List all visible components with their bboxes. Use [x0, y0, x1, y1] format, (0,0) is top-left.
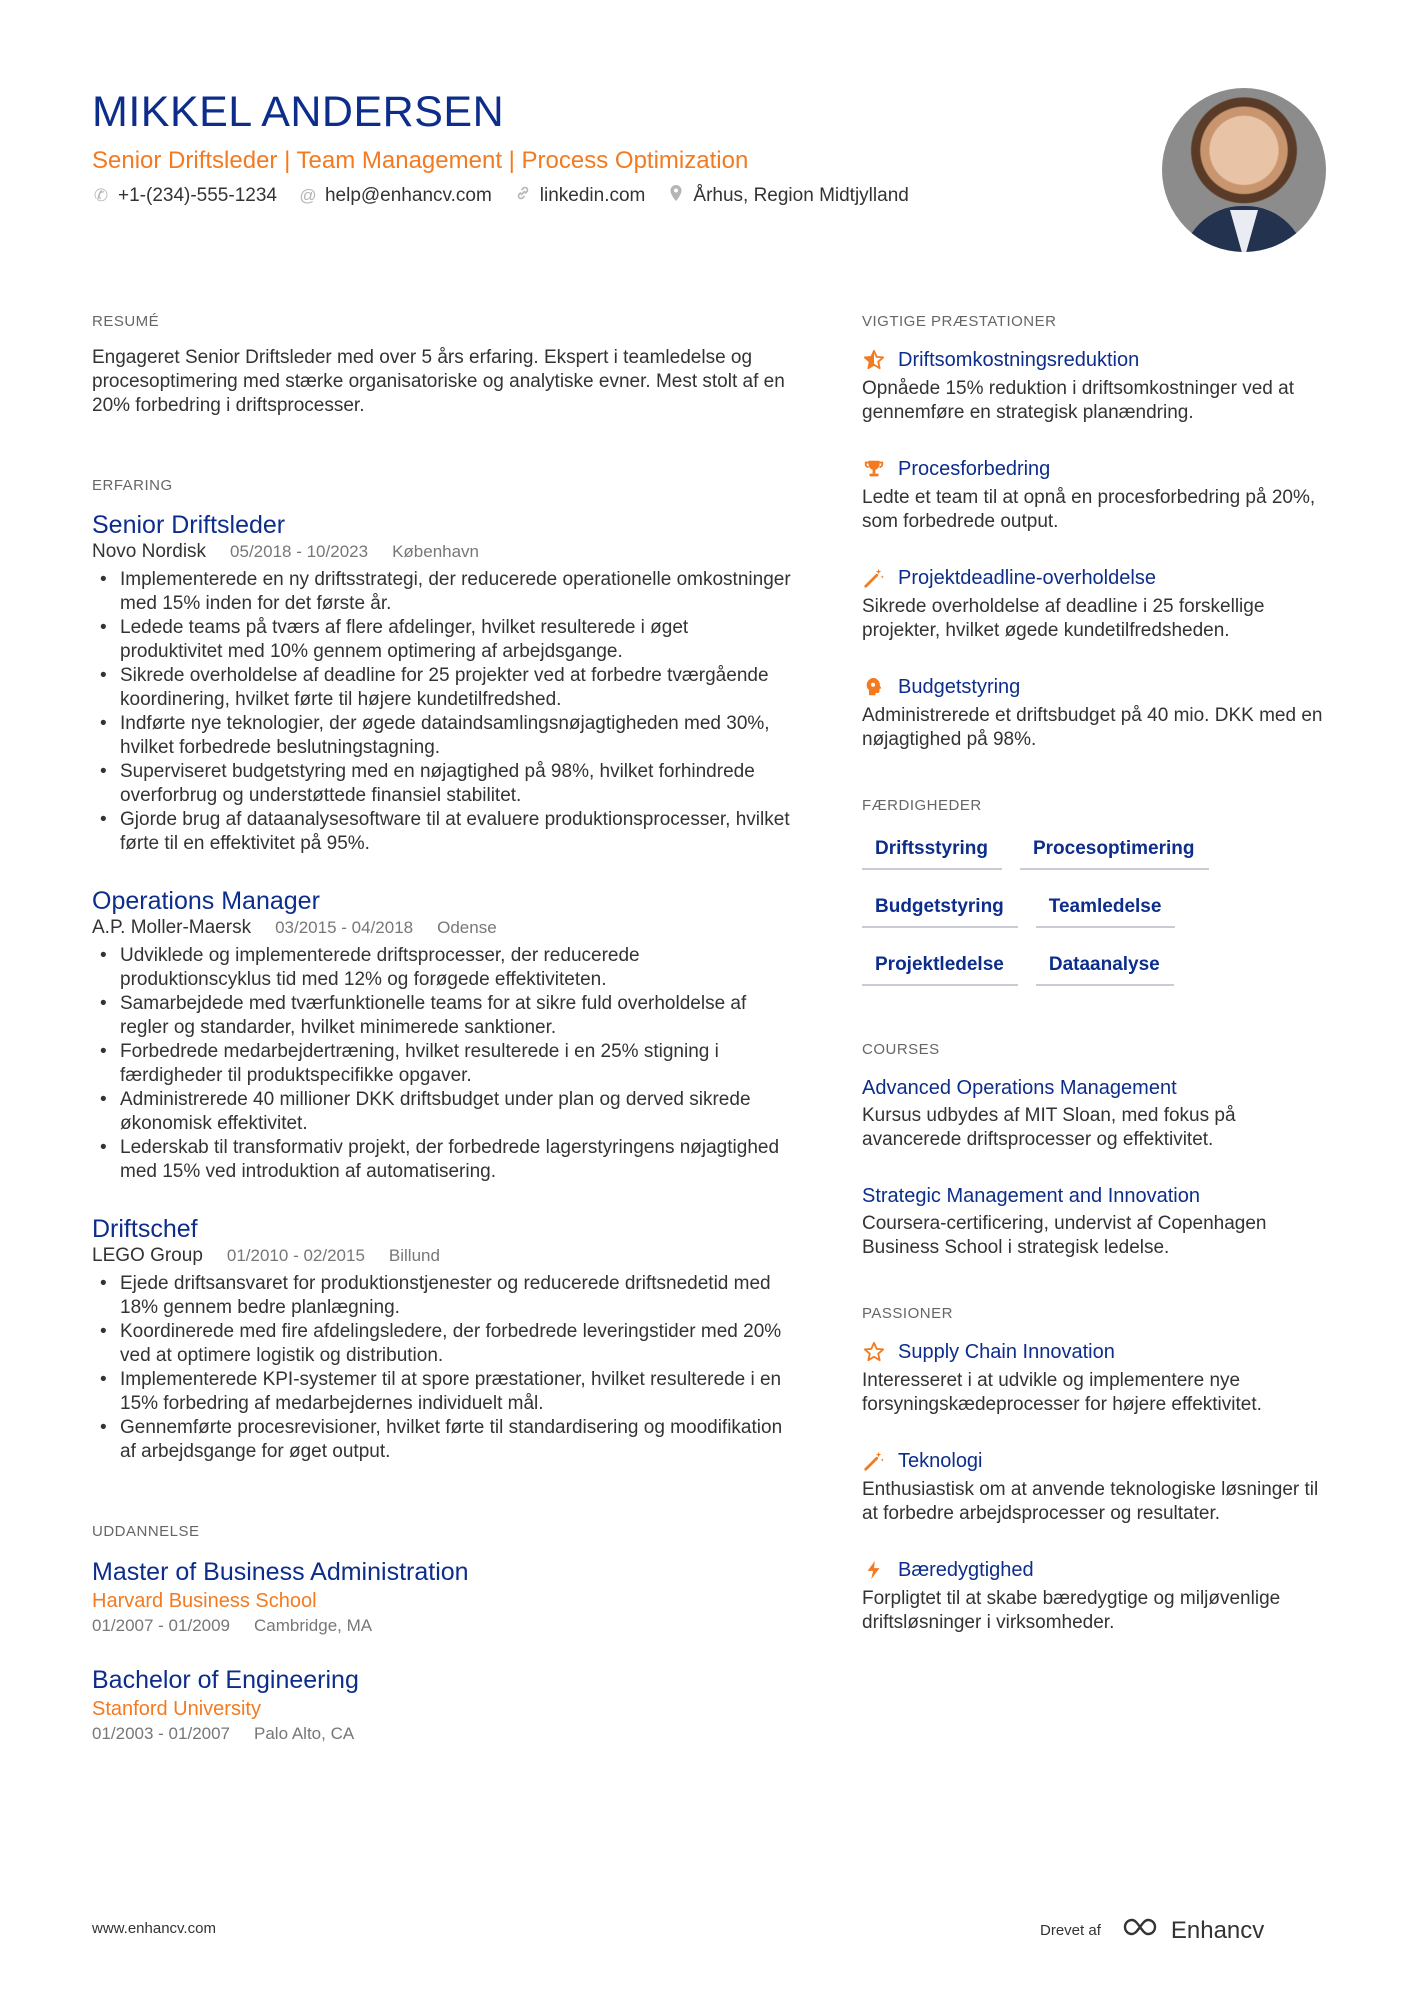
job-bullet: • Koordinerede med fire afdelingsledere, der forbedrede leveringstider med 20% ved at optimere logistik og distribution.	[92, 1320, 792, 1368]
job-dates: 01/2010 - 02/2015	[226, 1246, 365, 1265]
summary-text: Engageret Senior Driftsleder med over 5 års erfaring. Ekspert i teamledelse og procesoptimering med stærke organisatoriske og analytiske evner. Mest stolt af en 20% forbedring i driftsprocesser.	[92, 347, 785, 416]
passions-heading: PASSIONER	[862, 1305, 953, 1322]
brand-logo[interactable]	[1121, 1916, 1264, 1945]
education-school: Stanford University	[92, 1698, 261, 1720]
contact-phone	[92, 185, 277, 207]
skills-section	[862, 796, 1332, 986]
job-title: Driftschef	[92, 1215, 198, 1243]
at-sign-icon: @	[299, 185, 317, 205]
education-meta	[92, 1614, 792, 1638]
location-pin-icon	[667, 184, 685, 207]
course-item	[862, 1074, 1332, 1152]
job-bullet: • Udviklede og implementerede driftsprocesser, der reducerede produktionscyklus tid med 12% og forøgede effektiviteten.	[92, 944, 792, 992]
brain-icon	[862, 675, 886, 699]
job-meta	[92, 540, 792, 564]
job-meta	[92, 916, 792, 940]
education-location: Cambridge, MA	[254, 1616, 373, 1635]
courses-section	[862, 1040, 1332, 1260]
infinity-logo-icon	[1121, 1916, 1165, 1945]
contact-row	[92, 184, 1142, 207]
experience-heading: ERFARING	[92, 477, 173, 494]
passion-item	[862, 1556, 1332, 1635]
candidate-name: MIKKEL ANDERSEN	[92, 88, 505, 136]
passion-title: Supply Chain Innovation	[898, 1341, 1115, 1363]
job-dates: 05/2018 - 10/2023	[230, 542, 369, 561]
job-bullet: • Forbedrede medarbejdertræning, hvilket resulterede i en 25% stigning i færdigheder til produktspecifikke opgaver.	[92, 1040, 792, 1088]
achievement-title: Procesforbedring	[898, 458, 1051, 480]
education-dates: 01/2003 - 01/2007	[92, 1724, 231, 1743]
job-bullet: • Ejede driftsansvaret for produktionstjenester og reducerede driftsnedetid med 18% gennem bedre planlægning.	[92, 1272, 792, 1320]
achievement-desc: Opnåede 15% reduktion i driftsomkostninger ved at gennemføre en strategisk planændring.	[862, 378, 1294, 423]
job-title: Operations Manager	[92, 887, 320, 915]
passion-title: Teknologi	[898, 1450, 983, 1472]
job-company: LEGO Group	[92, 1245, 203, 1266]
magic-wand-icon	[862, 566, 886, 590]
education-degree: Bachelor of Engineering	[92, 1666, 359, 1694]
resume-header	[92, 86, 1142, 207]
job-entry	[92, 1214, 792, 1464]
job-bullets	[92, 944, 792, 1184]
location-text: Århus, Region Midtjylland	[693, 184, 909, 206]
left-column	[92, 312, 792, 1772]
job-bullets	[92, 1272, 792, 1464]
education-location: Palo Alto, CA	[254, 1724, 355, 1743]
achievement-desc: Sikrede overholdelse af deadline i 25 forskellige projekter, hvilket øgede kundetilfredsheden.	[862, 596, 1265, 641]
skill-tag: Procesoptimering	[1020, 830, 1209, 870]
achievement-item	[862, 564, 1332, 643]
job-location: København	[392, 542, 480, 561]
passion-desc: Enthusiastisk om at anvende teknologiske løsninger til at forbedre arbejdsprocesser og resultater.	[862, 1479, 1319, 1524]
linkedin-text[interactable]: linkedin.com	[539, 184, 646, 206]
trophy-icon	[862, 457, 886, 481]
education-heading: UDDANNELSE	[92, 1523, 200, 1540]
email-text[interactable]: help@enhancv.com	[324, 184, 492, 206]
course-item	[862, 1182, 1332, 1260]
job-meta	[92, 1244, 792, 1268]
passion-desc: Interesseret i at udvikle og implementere nye forsyningskædeprocesser for højere effektivitet.	[862, 1370, 1262, 1415]
course-desc: Coursera-certificering, undervist af Copenhagen Business School i strategisk ledelse.	[862, 1213, 1267, 1258]
candidate-headline: Senior Driftsleder | Team Management | Process Optimization	[92, 147, 749, 174]
contact-email[interactable]	[299, 185, 492, 207]
education-dates: 01/2007 - 01/2009	[92, 1616, 231, 1635]
skills-heading: FÆRDIGHEDER	[862, 797, 982, 814]
job-bullet: • Gjorde brug af dataanalysesoftware til at evaluere produktionsprocesser, hvilket førte til en effektivitet på 95%.	[92, 808, 792, 856]
phone-icon: ✆	[93, 185, 109, 205]
skills-list	[862, 830, 1332, 986]
passion-title: Bæredygtighed	[898, 1559, 1034, 1581]
job-dates: 03/2015 - 04/2018	[275, 918, 414, 937]
job-bullet: • Samarbejdede med tværfunktionelle teams for at sikre fuld overholdelse af regler og standarder, hvilket minimerede sanktioner.	[92, 992, 792, 1040]
star-half-icon	[862, 348, 886, 372]
skill-tag: Projektledelse	[862, 946, 1018, 986]
passion-item	[862, 1338, 1332, 1417]
achievement-item	[862, 346, 1332, 425]
skill-tag: Teamledelse	[1036, 888, 1176, 928]
summary-section	[92, 312, 792, 418]
job-bullet: • Indførte nye teknologier, der øgede dataindsamlingsnøjagtigheden med 30%, hvilket forbedrede beslutningstagning.	[92, 712, 792, 760]
achievements-section	[862, 312, 1332, 752]
contact-linkedin[interactable]	[514, 185, 646, 207]
course-title: Strategic Management and Innovation	[862, 1185, 1200, 1207]
right-column	[862, 312, 1332, 1665]
education-meta	[92, 1722, 792, 1746]
brand-name: Enhancv	[1170, 1916, 1265, 1944]
education-section	[92, 1522, 792, 1746]
contact-location	[667, 184, 908, 207]
job-bullet: • Administrerede 40 millioner DKK driftsbudget under plan og derved sikrede økonomisk effektivitet.	[92, 1088, 792, 1136]
achievement-title: Budgetstyring	[898, 676, 1021, 698]
skill-tag: Budgetstyring	[862, 888, 1018, 928]
job-bullet: • Implementerede en ny driftsstrategi, der reducerede operationelle omkostninger med 15% inden for det første år.	[92, 568, 792, 616]
skill-tag: Dataanalyse	[1036, 946, 1174, 986]
magic-wand-icon	[862, 1449, 886, 1473]
powered-by	[1040, 1916, 1264, 1945]
passion-desc: Forpligtet til at skabe bæredygtige og miljøvenlige driftsløsninger i virksomheder.	[862, 1588, 1281, 1633]
job-title: Senior Driftsleder	[92, 511, 286, 539]
footer-url[interactable]: www.enhancv.com	[92, 1920, 216, 1937]
skill-tag: Driftsstyring	[862, 830, 1002, 870]
achievements-heading: VIGTIGE PRÆSTATIONER	[862, 313, 1057, 330]
course-desc: Kursus udbydes af MIT Sloan, med fokus på avancerede driftsprocesser og effektivitet.	[862, 1105, 1236, 1150]
achievement-desc: Administrerede et driftsbudget på 40 mio. DKK med en nøjagtighed på 98%.	[862, 705, 1323, 750]
job-bullet: • Gennemførte procesrevisioner, hvilket førte til standardisering og moodifikation af arbejdsgange for øget output.	[92, 1416, 792, 1464]
course-title: Advanced Operations Management	[862, 1077, 1177, 1099]
link-icon	[514, 185, 532, 206]
job-bullet: • Ledede teams på tværs af flere afdelinger, hvilket resulterede i øget produktivitet med 10% gennem optimering af arbejdsgange.	[92, 616, 792, 664]
experience-section	[92, 476, 792, 1464]
passions-section	[862, 1304, 1332, 1635]
education-entry	[92, 1664, 792, 1746]
job-entry	[92, 886, 792, 1184]
achievement-item	[862, 673, 1332, 752]
achievement-title: Projektdeadline-overholdelse	[898, 567, 1156, 589]
job-company: Novo Nordisk	[92, 541, 207, 562]
job-bullet: • Superviseret budgetstyring med en nøjagtighed på 98%, hvilket forhindrede overforbrug og understøttede finansiel stabilitet.	[92, 760, 792, 808]
powered-by-label: Drevet af	[1040, 1922, 1101, 1939]
job-bullets	[92, 568, 792, 856]
passion-item	[862, 1447, 1332, 1526]
achievement-item	[862, 455, 1332, 534]
education-entry	[92, 1556, 792, 1638]
education-degree: Master of Business Administration	[92, 1558, 469, 1586]
achievement-title: Driftsomkostningsreduktion	[898, 349, 1140, 371]
job-bullet: • Implementerede KPI-systemer til at spore præstationer, hvilket resulterede i en 15% forbedring af medarbejdernes individuelt mål.	[92, 1368, 792, 1416]
job-entry	[92, 510, 792, 856]
job-location: Odense	[437, 918, 497, 937]
profile-photo	[1162, 88, 1326, 252]
education-school: Harvard Business School	[92, 1590, 317, 1612]
job-location: Billund	[388, 1246, 440, 1265]
bolt-icon	[862, 1558, 886, 1582]
job-company: A.P. Moller-Maersk	[92, 917, 252, 938]
job-bullet: • Lederskab til transformativ projekt, der forbedrede lagerstyringens nøjagtighed med 15% ved introduktion af automatisering.	[92, 1136, 792, 1184]
phone-text: +1-(234)-555-1234	[118, 184, 277, 206]
courses-heading: COURSES	[862, 1041, 940, 1058]
job-bullet: • Sikrede overholdelse af deadline for 25 projekter ved at forbedre tværgående koordinering, hvilket førte til højere kundetilfredshed.	[92, 664, 792, 712]
achievement-desc: Ledte et team til at opnå en procesforbedring på 20%, som forbedrede output.	[862, 487, 1316, 532]
star-outline-icon	[862, 1340, 886, 1364]
summary-heading: RESUMÉ	[92, 313, 160, 330]
